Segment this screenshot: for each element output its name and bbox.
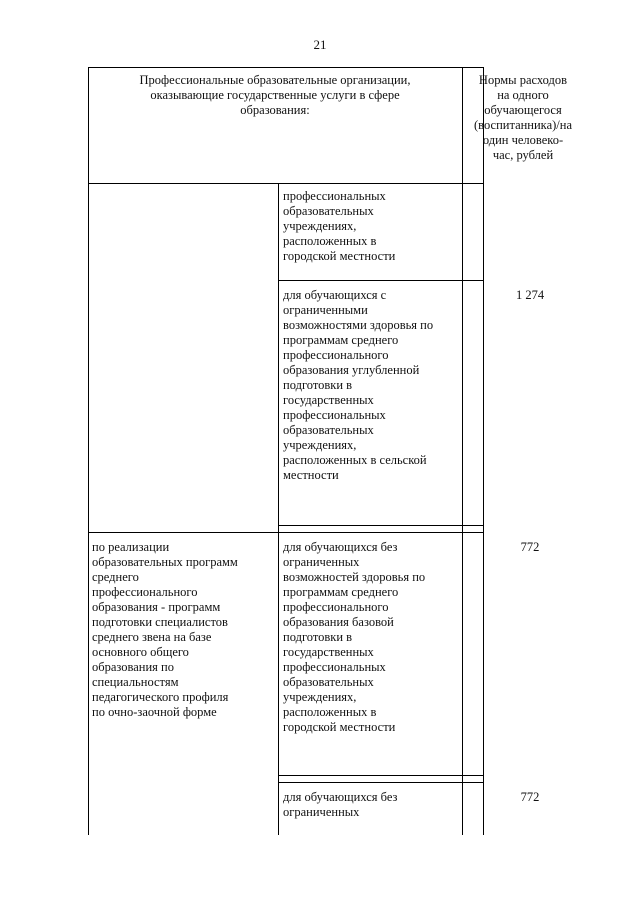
row-1-category: профессиональных образовательных учреждениях, расположенных в городской местности bbox=[283, 189, 396, 263]
row-2-norm: 1 274 bbox=[515, 288, 545, 302]
row-2-category: для обучающихся с ограниченными возможностями здоровья по программам среднего профессионального образования углубленной подготовки в государственных профессиональных образовательных учреждениях, расположенных в сельской местности bbox=[283, 288, 434, 482]
header-organizations: Профессиональные образовательные организации, оказывающие государственные услуги в сфере образования: bbox=[139, 73, 411, 117]
row-divider bbox=[278, 782, 484, 783]
column-divider bbox=[278, 183, 279, 835]
row-divider bbox=[88, 532, 484, 533]
row-4-category: для обучающихся без ограниченных bbox=[283, 790, 398, 819]
row-divider bbox=[278, 280, 484, 281]
page-number: 21 bbox=[313, 37, 327, 52]
header-norms: Нормы расходов на одного обучающегося (воспитанника)/на один человеко- час, рублей bbox=[473, 73, 572, 162]
row-4-norm: 772 bbox=[520, 790, 540, 804]
row-3-category: для обучающихся без ограниченных возможностей здоровья по программам среднего профессионального образования базовой подготовки в государственных профессиональных образовательных учреждениях, расположенных в городской местности bbox=[283, 540, 426, 734]
header-bottom-border bbox=[88, 183, 484, 184]
table-top-border bbox=[88, 67, 484, 68]
row-3-norm: 772 bbox=[520, 540, 540, 554]
column-divider bbox=[462, 183, 463, 835]
table-left-border bbox=[88, 67, 89, 835]
header-column-divider bbox=[462, 67, 463, 183]
table-right-border bbox=[483, 67, 484, 835]
row-3-service: по реализации образовательных программ среднего профессионального образования - программ подготовки специалистов среднего звена на базе основного общего образования по специальностям педагогического профиля по очно-заочной форме bbox=[92, 540, 238, 719]
row-divider bbox=[278, 525, 484, 526]
row-divider bbox=[278, 775, 484, 776]
